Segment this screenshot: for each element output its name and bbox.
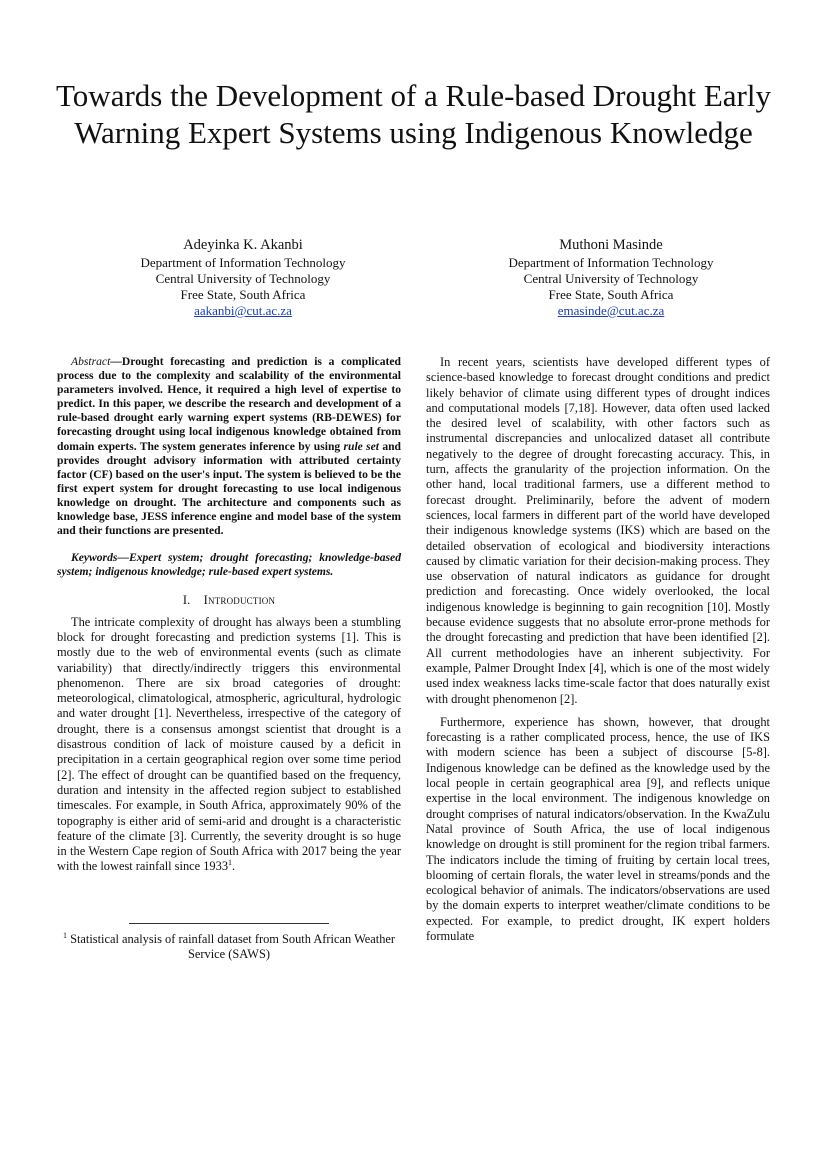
section-title: Introduction — [203, 593, 276, 608]
author-university: Central University of Technology — [155, 271, 331, 286]
keywords-text: Expert system; drought forecasting; knowledge-based system; indigenous knowledge; rule-based expert systems. — [57, 551, 401, 579]
author-email-link[interactable]: aakanbi@cut.ac.za — [194, 303, 292, 318]
abstract-text-part1: Drought forecasting and prediction is a complicated process due to the complexity and scalability of the environmental parameters involved. Hence, it required a high level of expertise to predict. In this paper, we describe the research and development of a rule-based drought early warning expert systems (RB-DEWES) for forecasting drought using local indigenous knowledge obtained from domain experts. The system generates inference by using — [57, 355, 401, 453]
footnote-text: Statistical analysis of rainfall dataset from South African Weather Service (SAWS) — [66, 931, 396, 962]
left-column — [57, 355, 401, 962]
author-location: Free State, South Africa — [548, 287, 674, 302]
author-university: Central University of Technology — [523, 271, 699, 286]
footnote-reference[interactable]: 1 — [228, 858, 233, 868]
author-block-1 — [78, 237, 408, 319]
section-number: I. — [182, 593, 191, 608]
intro-paragraph-end: . — [232, 859, 236, 874]
intro-paragraph — [57, 615, 401, 875]
body-paragraph: Furthermore, experience has shown, however, that drought forecasting is a rather complicated process, hence, the use of IKS with modern science has been a subject of discourse [5-8]. Indigenous knowledge can be defined as the knowledge used by the local people in certain geographical area [9], and reflects unique expertise in the local environment. The indigenous knowledge on drought comprises of natural indicators/observation. In the KwaZulu Natal province of South Africa, the use of local indigenous knowledge on drought is still prominent for the region tribal farmers. The indicators include the timing of fruiting by certain local trees, blooming of certain florals, the water level in streams/ponds and the ecological behavior of animals. The indicators/observations are used by the domain experts to interpret weather/climate conditions to be expected. For example, to predict drought, IK expert holders formulate — [426, 714, 770, 943]
abstract-emphasis: rule set — [343, 439, 380, 453]
abstract-text-part2: and provides drought advisory information with attributed certainty factor (CF) based on the user's input. The system is believed to be the first expert system for drought forecasting to use local indigenous knowledge on drought. The architecture and components such as knowledge base, JESS inference engine and model base of the system and their functions are presented. — [57, 439, 402, 538]
abstract-dash: — — [110, 355, 122, 368]
keywords — [57, 551, 401, 579]
footnote-divider — [129, 923, 329, 924]
paper-title: Towards the Development of a Rule-based Drought Early Warning Expert Systems using Indigenous Knowledge — [56, 78, 771, 150]
footnote-mark: 1 — [62, 930, 67, 940]
author-block-2 — [446, 237, 776, 319]
author-name: Adeyinka K. Akanbi — [183, 237, 303, 253]
keywords-label: Keywords — [71, 551, 118, 565]
abstract — [57, 355, 401, 538]
body-paragraph: In recent years, scientists have developed different types of science-based knowledge to forecast drought conditions and predict likely behavior of climate using different types of drought indices and computational models [7,18]. However, data often used lacked the desired level of scalability, with other factors such as instrumental discrepancies and unlocalized dataset all contribute negatively to the degree of drought forecasting accuracy. This, in turn, affects the granularity of the projection information. On the other hand, local traditional farmers, use a different method to forecast drought. Preliminarily, before the advent of modern sciences, local farmers in different part of the world have developed their indigenous knowledge systems (IKS) which are based on the detailed observation of ecological and biodiversity interactions caused by climatic variation for their decision-making process. They use observation of natural indicators as guidance for drought prediction and forecasting. Once widely overlooked, the local indigenous knowledge is beginning to gain recognition [10]. Mostly because evidence suggests that no absolute error-prone methods for the drought forecasting and prediction that have been identified [2]. All current methodologies have an inherent subjectivity. For example, Palmer Drought Index [4], which is one of the most widely used index weakness lacks time-scale factor that does naturally exist with drought phenomenon [2]. — [426, 355, 770, 706]
intro-paragraph-text: The intricate complexity of drought has always been a stumbling block for drought forecasting and prediction systems [1]. This is mostly due to the web of environmental events (such as climate variability) that directly/indirectly triggers this environmental phenomenon. There are six broad categories of drought: meteorological, climatological, atmospheric, agricultural, hydrologic and water drought [1]. Nevertheless, irrespective of the category of drought, there is a consensus amongst scientist that drought is a disastrous condition of lack of moisture caused by a deficit in precipitation in a certain geographical region over some time period [2]. The effect of drought can be quantified based on the frequency, duration and intensity in the affected region subject to established timescales. For example, in South Africa, approximately 90% of the topography is either arid of semi-arid and drought is a characteristic feature of the climate [3]. Currently, the severity drought is so huge in the Western Cape region of South Africa with 2017 being the year with the lowest rainfall since 1933 — [57, 614, 401, 874]
abstract-label: Abstract — [71, 355, 111, 368]
author-location: Free State, South Africa — [180, 287, 306, 302]
author-name: Muthoni Masinde — [559, 237, 663, 253]
section-heading — [57, 593, 401, 608]
keywords-dash: — — [117, 551, 129, 565]
footnote — [57, 932, 401, 963]
right-column — [426, 355, 770, 944]
author-email-link[interactable]: emasinde@cut.ac.za — [557, 303, 665, 318]
author-department: Department of Information Technology — [140, 255, 346, 270]
author-department: Department of Information Technology — [508, 255, 714, 270]
